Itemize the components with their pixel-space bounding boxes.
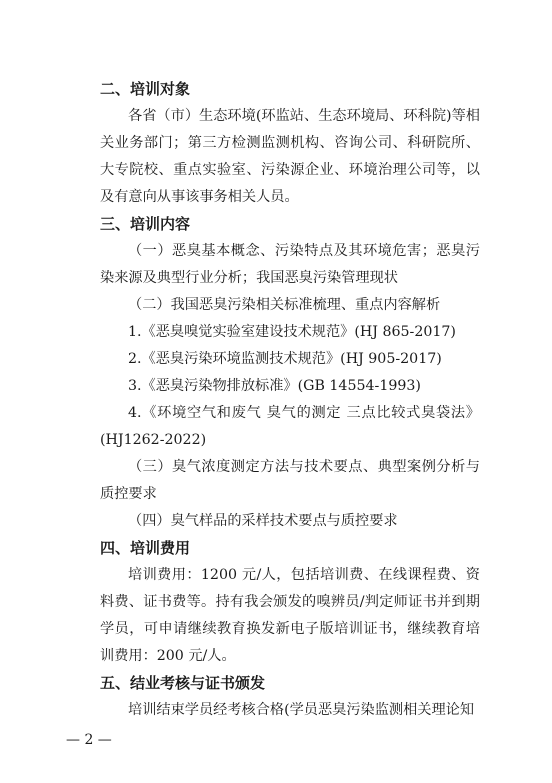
- content-item-3: （三）臭气浓度测定方法与技术要点、典型案例分析与质控要求: [100, 459, 480, 502]
- paragraph-assessment-certificate: 培训结束学员经考核合格(学员恶臭污染监测相关理论知: [128, 702, 475, 718]
- content-item-1: （一）恶臭基本概念、污染特点及其环境危害；恶臭污染来源及典型行业分析；我国恶臭污染管理现状: [100, 243, 480, 286]
- section-heading-training-fee: 四、培训费用: [100, 539, 191, 557]
- standard-item-2: 2.《恶臭污染环境监测技术规范》(HJ 905-2017): [128, 351, 442, 367]
- section-heading-assessment-certificate: 五、结业考核与证书颁发: [100, 674, 266, 692]
- section-heading-training-content: 三、培训内容: [100, 215, 191, 233]
- standard-item-4: 4.《环境空气和废气 臭气的测定 三点比较式臭袋法》(HJ1262-2022): [100, 405, 480, 448]
- page-number: — 2 —: [66, 732, 112, 748]
- paragraph-training-fee: 培训费用：1200 元/人，包括培训费、在线课程费、资料费、证书费等。持有我会颁发的嗅辨员/判定师证书并到期学员，可申请继续教育换发新电子版培训证书，继续教育培训费用：200 元/人。: [100, 567, 480, 664]
- document-body: [100, 76, 480, 724]
- paragraph-training-target: 各省（市）生态环境(环监站、生态环境局、环科院)等相关业务部门；第三方检测监测机构、咨询公司、科研院所、大专院校、重点实验室、污染源企业、环境治理公司等，以及有意向从事该事务相关人员。: [100, 108, 480, 205]
- content-item-2: （二）我国恶臭污染相关标准梳理、重点内容解析: [128, 297, 441, 313]
- content-item-4: （四）臭气样品的采样技术要点与质控要求: [128, 513, 398, 529]
- standard-item-3: 3.《恶臭污染物排放标准》(GB 14554-1993): [128, 378, 421, 394]
- section-heading-training-target: 二、培训对象: [100, 80, 191, 98]
- standard-item-1: 1.《恶臭嗅觉实验室建设技术规范》(HJ 865-2017): [128, 324, 456, 340]
